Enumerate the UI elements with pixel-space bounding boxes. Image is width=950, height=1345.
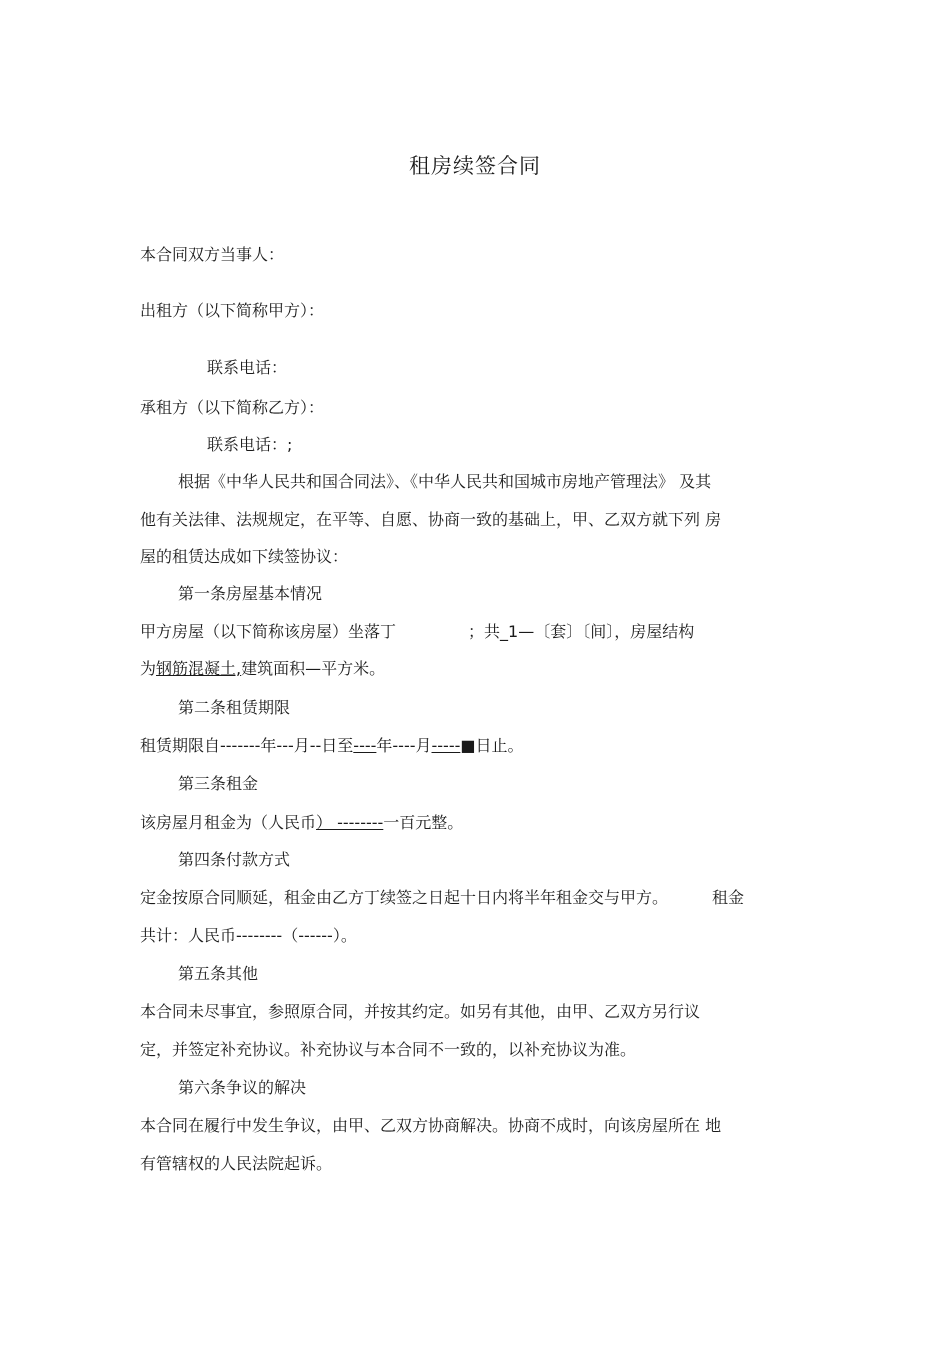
- term-start: 租赁期限自-------年---月--日至: [140, 736, 354, 755]
- article-4-heading: 第四条付款方式: [178, 850, 291, 869]
- structure-value: 钢筋混凝土,: [156, 659, 242, 678]
- article-1-line-2: [140, 657, 385, 681]
- filled-square-mark: ■: [460, 736, 476, 755]
- document-title: 租房续签合同: [409, 154, 541, 178]
- area-text: 建筑面积—平方米。: [241, 659, 386, 678]
- term-end: 日止。: [475, 736, 524, 755]
- lessee-line: 承租方（以下简称乙方）：: [140, 398, 325, 417]
- article-1-line-1: [140, 620, 694, 644]
- article-4-line-2: 共计：人民币--------（------）。: [140, 926, 357, 945]
- article-6-line-1: 本合同在履行中发生争议，由甲、乙双方协商解决。协商不成时，向该房屋所在 地: [140, 1116, 722, 1135]
- article-6-heading: 第六条争议的解决: [178, 1078, 307, 1097]
- article-2-heading: 第二条租赁期限: [178, 698, 291, 717]
- article-4-line-1: [140, 886, 744, 910]
- article-1-heading: 第一条房屋基本情况: [178, 584, 323, 603]
- term-year-blank: ----: [353, 736, 377, 755]
- lessee-phone: 联系电话：;: [207, 435, 293, 454]
- article-3-heading: 第三条租金: [178, 774, 259, 793]
- payment-text: 定金按原合同顺延，租金由乙方丁续签之日起十日内将半年租金交与甲方。: [140, 888, 669, 907]
- term-day-blank: -----: [431, 736, 461, 755]
- term-month: 年----月: [376, 736, 432, 755]
- article-5-line-2: 定，并签定补充协议。补充协议与本合同不一致的，以补充协议为准。: [140, 1040, 637, 1059]
- preamble-line-1: 根据《中华人民共和国合同法》、《中华人民共和国城市房地产管理法》 及其: [178, 472, 712, 491]
- preamble-line-3: 屋的租赁达成如下续签协议：: [140, 547, 349, 566]
- lessor-line: 出租方（以下简称甲方）：: [140, 301, 325, 320]
- article-2-text: [140, 734, 524, 758]
- article-3-text: [140, 811, 463, 835]
- article-5-line-1: 本合同未尽事宜，参照原合同，并按其约定。如另有其他，由甲、乙双方另行议: [140, 1002, 701, 1021]
- lessor-phone: 联系电话：: [207, 358, 288, 377]
- article-5-heading: 第五条其他: [178, 964, 259, 983]
- preamble-line-2: 他有关法律、法规规定，在平等、自愿、协商一致的基础上，甲、乙双方就下列 房: [140, 510, 722, 529]
- parties-intro: 本合同双方当事人：: [140, 245, 285, 264]
- rent-amount: 一百元整。: [383, 813, 464, 832]
- structure-prefix: 为: [140, 659, 157, 678]
- rent-total-label: 租金: [712, 888, 745, 907]
- location-label: 甲方房屋（以下简称该房屋）坐落丁: [140, 622, 397, 641]
- article-6-line-2: 有管辖权的人民法院起诉。: [140, 1154, 333, 1173]
- unit-count: ；共_1—〔套〕〔间〕，房屋结构: [468, 622, 695, 641]
- rent-label: 该房屋月租金为（人民币: [140, 813, 317, 832]
- rent-blank: ） --------: [316, 813, 384, 832]
